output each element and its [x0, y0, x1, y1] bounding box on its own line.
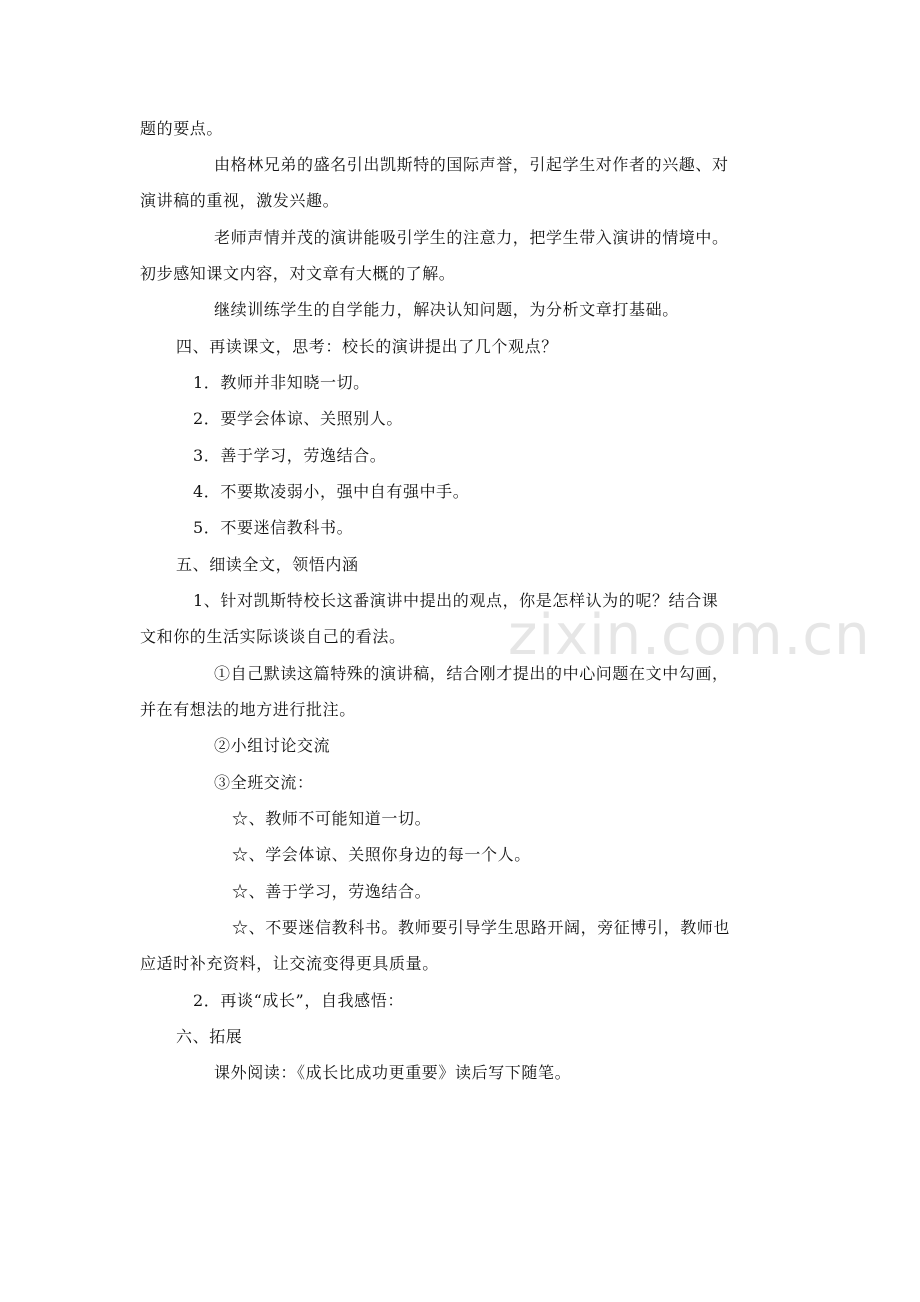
text-line: 并在有想法的地方进行批注。 [140, 700, 356, 719]
list-item: 1．教师并非知晓一切。 [193, 373, 370, 392]
list-item: 4．不要欺凌弱小，强中自有强中手。 [193, 482, 470, 501]
text-line: ①自己默读这篇特殊的演讲稿，结合刚才提出的中心问题在文中勾画， [214, 664, 729, 683]
list-item: 2．要学会体谅、关照别人。 [193, 409, 403, 428]
section-heading: 六、拓展 [176, 1027, 243, 1046]
text-line: 初步感知课文内容，对文章有大概的了解。 [140, 264, 456, 283]
text-line: 文和你的生活实际谈谈自己的看法。 [140, 627, 406, 646]
list-item: ☆、教师不可能知道一切。 [232, 809, 432, 828]
text-line: 由格林兄弟的盛名引出凯斯特的国际声誉，引起学生对作者的兴趣、对 [214, 155, 729, 174]
list-item: ☆、学会体谅、关照你身边的每一个人。 [232, 845, 531, 864]
list-item: ☆、不要迷信教科书。教师要引导学生思路开阔，旁征博引，教师也 [232, 918, 731, 937]
section-heading: 四、再读课文，思考：校长的演讲提出了几个观点？ [176, 337, 558, 356]
list-item: 5．不要迷信教科书。 [193, 518, 354, 537]
text-line: 老师声情并茂的演讲能吸引学生的注意力，把学生带入演讲的情境中。 [214, 228, 729, 247]
text-line: 演讲稿的重视，激发兴趣。 [140, 191, 340, 210]
text-line: 1、针对凯斯特校长这番演讲中提出的观点，你是怎样认为的呢？结合课 [193, 591, 719, 610]
text-line: 应适时补充资料，让交流变得更具质量。 [140, 954, 439, 973]
list-item: ☆、善于学习，劳逸结合。 [232, 882, 432, 901]
watermark: zixin.com.cn [508, 603, 871, 668]
text-line: 继续训练学生的自学能力，解决认知问题，为分析文章打基础。 [214, 300, 679, 319]
list-item: ③全班交流： [214, 773, 314, 792]
text-line: 课外阅读：《成长比成功更重要》读后写下随笔。 [214, 1063, 572, 1082]
section-heading: 五、细读全文，领悟内涵 [176, 555, 359, 574]
text-line: 题的要点。 [140, 119, 224, 138]
list-item: 2．再谈“成长”，自我感悟： [193, 991, 404, 1010]
list-item: ②小组讨论交流 [214, 736, 331, 755]
list-item: 3．善于学习，劳逸结合。 [193, 446, 387, 465]
